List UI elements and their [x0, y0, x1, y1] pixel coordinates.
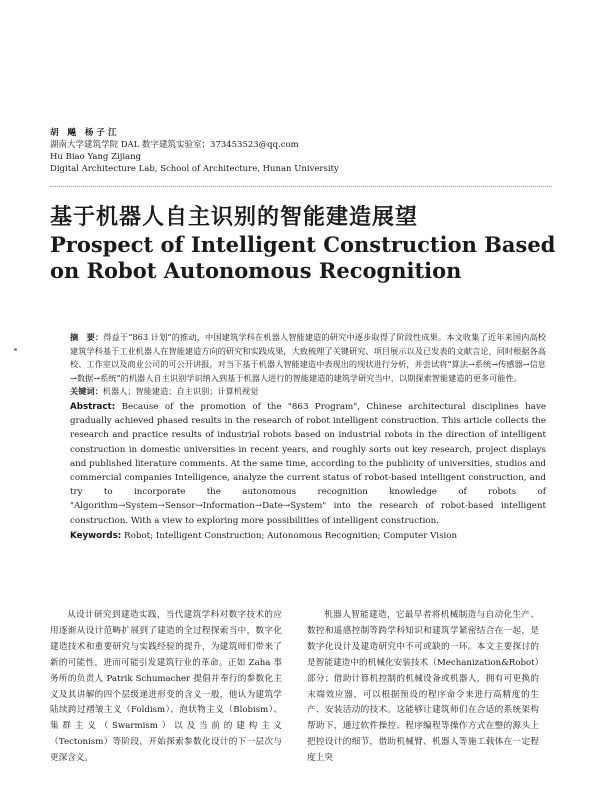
- author-affiliation-cn: 湖南大学建筑学院 DAL 数字建筑实验室；373453523@qq.com: [50, 140, 299, 150]
- keywords-cn-label: 关键词：: [70, 386, 103, 397]
- abstract-en: [70, 400, 546, 528]
- keywords-en: [70, 529, 546, 543]
- body-column-left: [50, 608, 282, 767]
- body-paragraph-left: 从设计研究到建造实践，当代建筑学科对数字技术的应用逐渐从设计范畴扩展到了建造的全过程探索当中，数字化建造技术和重要研究与实践经验的提升，为建筑师们带来了新的可能性，进而可能引发建筑行业的革命。正如 Zaha 事务所的负责人 Patrik Schumacher 提倡并奉行的参数化主义及其讲解的四个层级递进形变的含义一般，他认为建筑学陆续跨过褶皱主义（Foldism）、泡状物主义（Blobism）、集群主义（Swarmism）以及当前的建构主义（Tectonism）等阶段，开始探索参数化设计的下一层次与更深含义。: [50, 610, 282, 764]
- abstract-cn-text: 得益于“863 计划”的推动，中国建筑学科在机器人智能建造的研究中逐步取得了阶段性成果。本文收集了近年来国内高校建筑学科基于工业机器人在智能建造方向的研究和实践成果，大致梳理了关键研究、项目展示以及已发表的文献言论，同时根据各高校、工作室以及商业公司的可公开讲报，对当下基于机器人智能建造中表现出的现状进行分析，并尝试将“算法→系统→传感器→信息→数据→系统”的机器人自主识别学识纳入到基于机器人进行的智能建造的建筑学研究当中，以期探索智能建造的更多可能性。: [70, 332, 546, 383]
- abstract-cn: [70, 331, 546, 385]
- title-cn: 基于机器人自主识别的智能建造展望: [50, 205, 419, 230]
- abstract-en-text: Because of the promotion of the "863 Program", Chinese architectural disciplines have gradually achieved phased results in the research of robot intelligent construction. This article collects the research and practice results of industrial robots based on industrial robots in the direction of intelligent construction in domestic universities in recent years, and roughly sorts out key research, project displays and published literature comments. At the same time, according to the publicity of universities, studios and commercial companies Intelligence, analyze the current status of robot-based intelligent construction, and try to incorporate the autonomous recognition knowledge of robots of "Algorithm→System→Sensor→Information→Date→System" into the research of robot-based intelligent construction. With a view to exploring more possibilities of intelligent construction.: [70, 401, 546, 526]
- author-names-en: Hu Biao Yang Zijiang: [50, 152, 142, 162]
- abstract-cn-label: 摘 要：: [70, 332, 104, 342]
- author-names-cn: 胡 飚 杨子江: [50, 128, 120, 138]
- header-divider: [50, 186, 552, 187]
- abstract-section: [70, 331, 546, 543]
- keywords-cn-text: 机器人；智能建造；自主识别；计算机视觉: [102, 386, 259, 397]
- body-paragraph-right: 机器人智能建造，它最早者将机械制造与自动化生产、数控和遥感控制等跨学科知识和建筑学紧密结合在一起，是数字化设计及建造研究中不可或缺的一环。本文主要探讨的是智能建造中的机械化安装技术（Mechanization&Robot）部分；借助计算机控制的机械设备或机器人，拥有可更换的末端效应器，可以根据预设的程序命令来进行高精度的生产、安装活动的技术。这能够让建筑师们在合适的系统架构帮助下，通过软件操控、程序编程等操作方式在整的源头上把控设计的细节，借助机械臂、机器人等施工载体在一定程度上突: [307, 610, 539, 764]
- margin-mark: [14, 348, 17, 351]
- author-affiliation-en: Digital Architecture Lab, School of Architecture, Hunan University: [50, 164, 339, 174]
- keywords-en-text: Robot; Intelligent Construction; Autonomous Recognition; Computer Vision: [124, 530, 458, 541]
- keywords-en-label: Keywords:: [70, 530, 122, 541]
- keywords-cn: [70, 385, 546, 399]
- abstract-en-label: Abstract:: [70, 401, 116, 412]
- body-column-right: [307, 608, 539, 767]
- title-en: Prospect of Intelligent Construction Based on Robot Autonomous Recognition: [50, 232, 556, 283]
- author-block: [50, 127, 339, 175]
